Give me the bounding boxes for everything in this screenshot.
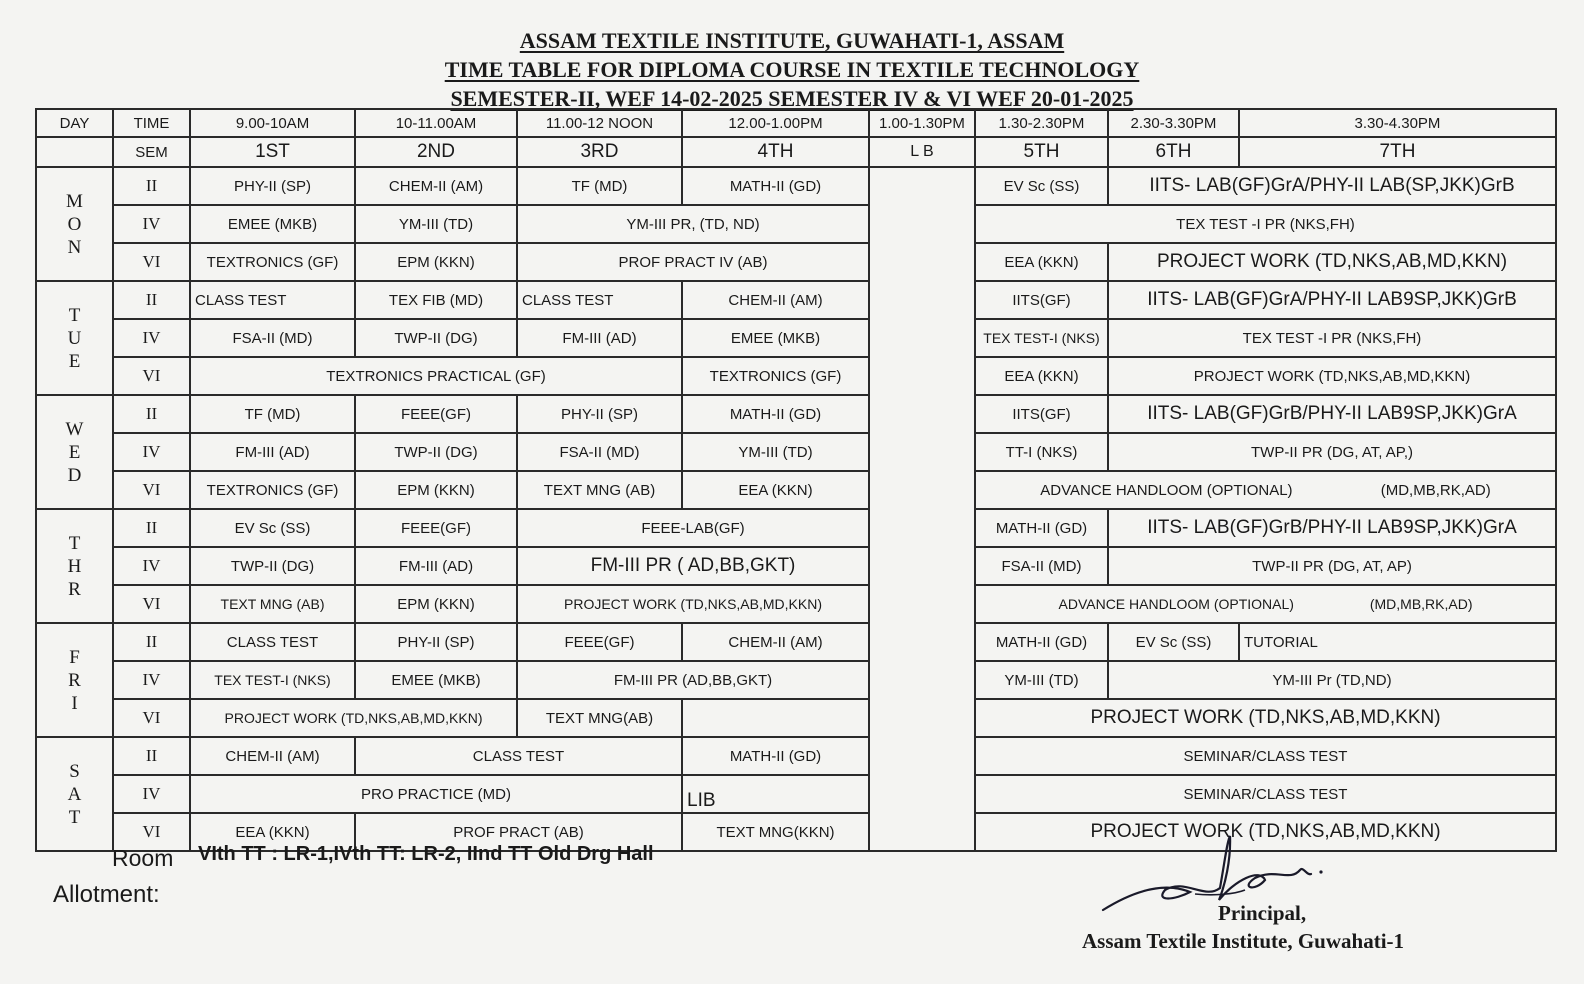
class-cell: TEXT MNG(KKN) <box>682 813 869 851</box>
time-slot: 3.30-4.30PM <box>1239 109 1556 137</box>
time-slot: 10-11.00AM <box>355 109 517 137</box>
class-cell: LIB <box>682 775 869 813</box>
class-cell: FM-III (AD) <box>355 547 517 585</box>
class-cell-teachers: (MD,MB,RK,AD) <box>1380 481 1491 499</box>
table-row <box>36 661 1556 699</box>
class-cell: TEX TEST-I (NKS) <box>190 661 355 699</box>
class-cell: EEA (KKN) <box>975 357 1108 395</box>
table-row <box>36 243 1556 281</box>
room-label: Room <box>112 845 174 871</box>
semester-cell: IV <box>113 205 190 243</box>
class-cell: TUTORIAL <box>1239 623 1556 661</box>
class-cell-teachers: (MD,MB,RK,AD) <box>1369 596 1473 612</box>
day-header-blank <box>36 137 113 167</box>
semester-cell: VI <box>113 813 190 851</box>
semester-cell: II <box>113 395 190 433</box>
class-cell: IITS- LAB(GF)GrA/PHY-II LAB(SP,JKK)GrB <box>1108 167 1556 205</box>
semester-cell: IV <box>113 661 190 699</box>
class-cell: PHY-II (SP) <box>190 167 355 205</box>
class-cell <box>975 471 1556 509</box>
signatory-organization: Assam Textile Institute, Guwahati-1 <box>1082 929 1405 953</box>
class-cell: IITS- LAB(GF)GrB/PHY-II LAB9SP,JKK)GrA <box>1108 509 1556 547</box>
class-cell: FSA-II (MD) <box>190 319 355 357</box>
table-row <box>36 699 1556 737</box>
class-cell-title: ADVANCE HANDLOOM (OPTIONAL) <box>1058 596 1294 612</box>
class-cell: EMEE (MKB) <box>355 661 517 699</box>
class-cell: TWP-II PR (DG, AT, AP) <box>1108 547 1556 585</box>
semester-title: SEMESTER-II, WEF 14-02-2025 SEMESTER IV & VI WEF 20-01-2025 <box>450 86 1134 111</box>
table-row <box>36 281 1556 319</box>
period-label: 4TH <box>682 137 869 167</box>
class-cell: FEEE(GF) <box>355 395 517 433</box>
semester-cell: II <box>113 509 190 547</box>
class-cell: CHEM-II (AM) <box>682 281 869 319</box>
class-cell: TEXTRONICS PRACTICAL (GF) <box>190 357 682 395</box>
institute-title: ASSAM TEXTILE INSTITUTE, GUWAHATI-1, ASSAM <box>519 28 1065 53</box>
class-cell: EV Sc (SS) <box>190 509 355 547</box>
table-row <box>36 775 1556 813</box>
period-label: 5TH <box>975 137 1108 167</box>
class-cell: TEXT MNG (AB) <box>517 471 682 509</box>
class-cell: YM-III (TD) <box>355 205 517 243</box>
table-row <box>36 471 1556 509</box>
class-cell: MATH-II (GD) <box>975 623 1108 661</box>
class-cell: CHEM-II (AM) <box>190 737 355 775</box>
class-cell: TF (MD) <box>190 395 355 433</box>
class-cell: CHEM-II (AM) <box>682 623 869 661</box>
table-row <box>36 509 1556 547</box>
class-cell: CLASS TEST <box>355 737 682 775</box>
class-cell: IITS- LAB(GF)GrB/PHY-II LAB9SP,JKK)GrA <box>1108 395 1556 433</box>
day-header: DAY <box>36 109 113 137</box>
time-slot: 9.00-10AM <box>190 109 355 137</box>
class-cell: EPM (KKN) <box>355 243 517 281</box>
day-thursday: T H R <box>36 509 113 623</box>
class-cell: MATH-II (GD) <box>682 737 869 775</box>
class-cell: YM-III (TD) <box>682 433 869 471</box>
semester-cell: II <box>113 167 190 205</box>
class-cell: CHEM-II (AM) <box>355 167 517 205</box>
time-slot: 2.30-3.30PM <box>1108 109 1239 137</box>
table-row <box>36 585 1556 623</box>
lunch-break-label: L B <box>869 137 975 167</box>
class-cell: IITS(GF) <box>975 281 1108 319</box>
class-cell: TEXTRONICS (GF) <box>682 357 869 395</box>
class-cell: PRO PRACTICE (MD) <box>190 775 682 813</box>
class-cell: YM-III Pr (TD,ND) <box>1108 661 1556 699</box>
class-cell: FEEE-LAB(GF) <box>517 509 869 547</box>
class-cell <box>975 585 1556 623</box>
class-cell: CLASS TEST <box>190 623 355 661</box>
semester-cell: II <box>113 623 190 661</box>
timetable <box>35 108 1557 852</box>
class-cell: IITS(GF) <box>975 395 1108 433</box>
table-row <box>36 167 1556 205</box>
table-row <box>36 547 1556 585</box>
allotment-label: Allotment: <box>53 881 160 908</box>
period-label: 1ST <box>190 137 355 167</box>
day-saturday: S A T <box>36 737 113 851</box>
class-cell: FEEE(GF) <box>355 509 517 547</box>
semester-cell: IV <box>113 433 190 471</box>
period-label: 2ND <box>355 137 517 167</box>
day-monday: M O N <box>36 167 113 281</box>
class-cell: TWP-II PR (DG, AT, AP,) <box>1108 433 1556 471</box>
class-cell: MATH-II (GD) <box>682 395 869 433</box>
semester-cell: II <box>113 281 190 319</box>
day-wednesday: W E D <box>36 395 113 509</box>
class-cell: EMEE (MKB) <box>682 319 869 357</box>
table-row <box>36 623 1556 661</box>
class-cell: PROJECT WORK (TD,NKS,AB,MD,KKN) <box>1108 357 1556 395</box>
class-cell: PHY-II (SP) <box>517 395 682 433</box>
class-cell: CLASS TEST <box>517 281 682 319</box>
table-row <box>36 319 1556 357</box>
class-cell: PROJECT WORK (TD,NKS,AB,MD,KKN) <box>975 813 1556 851</box>
signatory-title: Principal, <box>1218 901 1307 925</box>
time-slot: 12.00-1.00PM <box>682 109 869 137</box>
room-allotment-text: VIth TT : LR-1,IVth TT: LR-2, IInd TT Old Drg Hall <box>198 843 654 865</box>
class-cell: PROJECT WORK (TD,NKS,AB,MD,KKN) <box>190 699 517 737</box>
document-header <box>0 26 1584 113</box>
period-label: 7TH <box>1239 137 1556 167</box>
class-cell: EPM (KKN) <box>355 585 517 623</box>
day-friday: F R I <box>36 623 113 737</box>
class-cell: TEXT MNG(AB) <box>517 699 682 737</box>
table-row <box>36 205 1556 243</box>
class-cell: EMEE (MKB) <box>190 205 355 243</box>
period-label: 6TH <box>1108 137 1239 167</box>
class-cell: PROJECT WORK (TD,NKS,AB,MD,KKN) <box>975 699 1556 737</box>
time-slot: 11.00-12 NOON <box>517 109 682 137</box>
class-cell: TWP-II (DG) <box>190 547 355 585</box>
class-cell: FM-III (AD) <box>190 433 355 471</box>
class-cell: EEA (KKN) <box>682 471 869 509</box>
class-cell: TEX TEST -I PR (NKS,FH) <box>975 205 1556 243</box>
class-cell: PROF PRACT IV (AB) <box>517 243 869 281</box>
class-cell: YM-III PR, (TD, ND) <box>517 205 869 243</box>
sem-header: SEM <box>113 137 190 167</box>
class-cell: TEX TEST-I (NKS) <box>975 319 1108 357</box>
class-cell: FSA-II (MD) <box>517 433 682 471</box>
table-row <box>36 737 1556 775</box>
class-cell: EEA (KKN) <box>190 813 355 851</box>
class-cell: FM-III (AD) <box>517 319 682 357</box>
semester-cell: VI <box>113 243 190 281</box>
class-cell: SEMINAR/CLASS TEST <box>975 775 1556 813</box>
class-cell: FM-III PR (AD,BB,GKT) <box>517 661 869 699</box>
class-cell <box>682 699 869 737</box>
period-label: 3RD <box>517 137 682 167</box>
class-cell: CLASS TEST <box>190 281 355 319</box>
class-cell: EEA (KKN) <box>975 243 1108 281</box>
timetable-title: TIME TABLE FOR DIPLOMA COURSE IN TEXTILE TECHNOLOGY <box>444 57 1140 82</box>
table-row <box>36 357 1556 395</box>
class-cell: IITS- LAB(GF)GrA/PHY-II LAB9SP,JKK)GrB <box>1108 281 1556 319</box>
table-row <box>36 395 1556 433</box>
time-header-row <box>36 109 1556 137</box>
semester-cell: VI <box>113 357 190 395</box>
class-cell: TWP-II (DG) <box>355 433 517 471</box>
day-tuesday: T U E <box>36 281 113 395</box>
class-cell: TEX TEST -I PR (NKS,FH) <box>1108 319 1556 357</box>
class-cell: EV Sc (SS) <box>975 167 1108 205</box>
class-cell: FM-III PR ( AD,BB,GKT) <box>517 547 869 585</box>
semester-cell: VI <box>113 585 190 623</box>
time-slot: 1.30-2.30PM <box>975 109 1108 137</box>
lunch-break-column <box>869 167 975 851</box>
class-cell: TT-I (NKS) <box>975 433 1108 471</box>
class-cell: PROJECT WORK (TD,NKS,AB,MD,KKN) <box>517 585 869 623</box>
table-row <box>36 433 1556 471</box>
class-cell: MATH-II (GD) <box>682 167 869 205</box>
class-cell: SEMINAR/CLASS TEST <box>975 737 1556 775</box>
semester-cell: VI <box>113 699 190 737</box>
class-cell: YM-III (TD) <box>975 661 1108 699</box>
semester-cell: IV <box>113 775 190 813</box>
class-cell: PROF PRACT (AB) <box>355 813 682 851</box>
semester-cell: IV <box>113 547 190 585</box>
time-header: TIME <box>113 109 190 137</box>
class-cell: TEX FIB (MD) <box>355 281 517 319</box>
class-cell: FEEE(GF) <box>517 623 682 661</box>
time-slot: 1.00-1.30PM <box>869 109 975 137</box>
class-cell: EV Sc (SS) <box>1108 623 1239 661</box>
class-cell: PROJECT WORK (TD,NKS,AB,MD,KKN) <box>1108 243 1556 281</box>
class-cell: TF (MD) <box>517 167 682 205</box>
class-cell: PHY-II (SP) <box>355 623 517 661</box>
semester-cell: VI <box>113 471 190 509</box>
semester-cell: II <box>113 737 190 775</box>
class-cell-title: ADVANCE HANDLOOM (OPTIONAL) <box>1040 481 1293 499</box>
class-cell: TEXT MNG (AB) <box>190 585 355 623</box>
class-cell: TWP-II (DG) <box>355 319 517 357</box>
class-cell: FSA-II (MD) <box>975 547 1108 585</box>
period-header-row <box>36 137 1556 167</box>
class-cell: MATH-II (GD) <box>975 509 1108 547</box>
class-cell: EPM (KKN) <box>355 471 517 509</box>
class-cell: TEXTRONICS (GF) <box>190 471 355 509</box>
semester-cell: IV <box>113 319 190 357</box>
class-cell: TEXTRONICS (GF) <box>190 243 355 281</box>
